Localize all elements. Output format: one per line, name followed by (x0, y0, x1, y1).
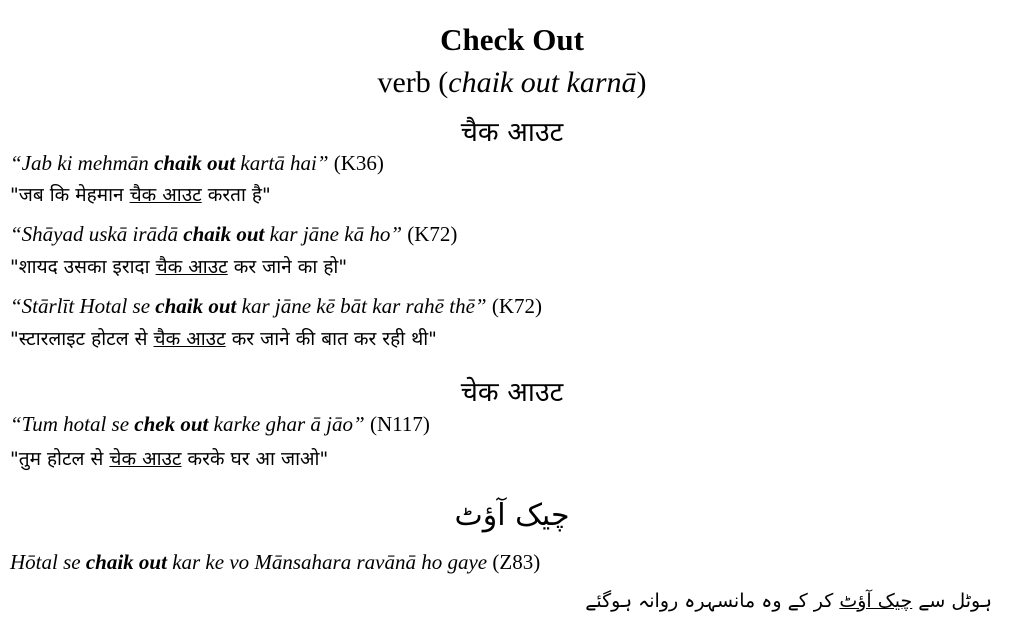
example-devanagari (10, 181, 271, 207)
example-dev-keyword: चैक आउट (155, 256, 228, 278)
example-source: (K72) (486, 294, 542, 318)
section-heading-devanagari: चेक आउट (460, 377, 564, 408)
example-source: (Z83) (487, 550, 541, 574)
example-text-post: kar jāne kā ho” (264, 222, 403, 246)
example-dev-keyword: चैक आउट (153, 328, 226, 350)
example-text-pre: “Jab ki mehmān (10, 151, 155, 175)
example-dev-keyword: चैक आउट (129, 184, 202, 206)
example-dev-post: करता है" (201, 184, 271, 206)
example-text-post: kar jāne kē bāt kar rahē thē” (236, 294, 487, 318)
part-of-speech: verb ( (377, 66, 449, 99)
example-text-post: karke ghar ā jāo” (208, 412, 365, 436)
example-romanized (10, 151, 384, 176)
example-dev-pre: "जब कि मेहमान (10, 184, 130, 206)
example-urdu-pre: ہوٹل سے (912, 590, 992, 612)
example-romanized (10, 294, 542, 319)
example-text-pre: Hōtal se (10, 550, 86, 574)
example-source: (K72) (402, 222, 458, 246)
example-source: (K36) (328, 151, 384, 175)
entry-subtitle (0, 66, 1024, 100)
example-dev-keyword: चेक आउट (109, 448, 182, 470)
example-romanized (10, 222, 457, 247)
example-urdu-post: کر کے وہ مانسہرہ روانہ ہوگئے (585, 590, 840, 612)
example-devanagari (10, 325, 437, 351)
romanized-verb: chaik out karnā (448, 66, 637, 99)
example-dev-pre: "शायद उसका इरादा (10, 256, 156, 278)
subtitle-close: ) (636, 66, 647, 99)
example-devanagari (10, 253, 347, 279)
example-dev-post: करके घर आ जाओ" (181, 448, 329, 470)
example-urdu (585, 590, 992, 612)
example-source: (N117) (364, 412, 430, 436)
example-text-pre: “Shāyad uskā irādā (10, 222, 184, 246)
example-text-post: kar ke vo Mānsahara ravānā ho gaye (166, 550, 488, 574)
section-heading-urdu: چیک آؤٹ (454, 498, 570, 533)
example-keyword: chaik out (155, 294, 237, 318)
example-dev-pre: "तुम होटल से (10, 448, 110, 470)
example-text-post: kartā hai” (235, 151, 329, 175)
example-urdu-keyword: چیک آؤٹ (839, 590, 913, 612)
example-romanized (10, 550, 540, 575)
example-dev-post: कर जाने की बात कर रही थी" (225, 328, 437, 350)
section-heading-devanagari: चैक आउट (460, 117, 564, 148)
example-text-pre: “Stārlīt Hotal se (10, 294, 156, 318)
example-keyword: chaik out (183, 222, 265, 246)
entry-title: Check Out (440, 22, 584, 57)
example-dev-pre: "स्टारलाइट होटल से (10, 328, 154, 350)
example-keyword: chaik out (154, 151, 236, 175)
example-romanized (10, 412, 430, 437)
example-devanagari (10, 445, 328, 471)
example-keyword: chek out (134, 412, 209, 436)
example-keyword: chaik out (85, 550, 167, 574)
example-dev-post: कर जाने का हो" (227, 256, 348, 278)
example-text-pre: “Tum hotal se (10, 412, 135, 436)
